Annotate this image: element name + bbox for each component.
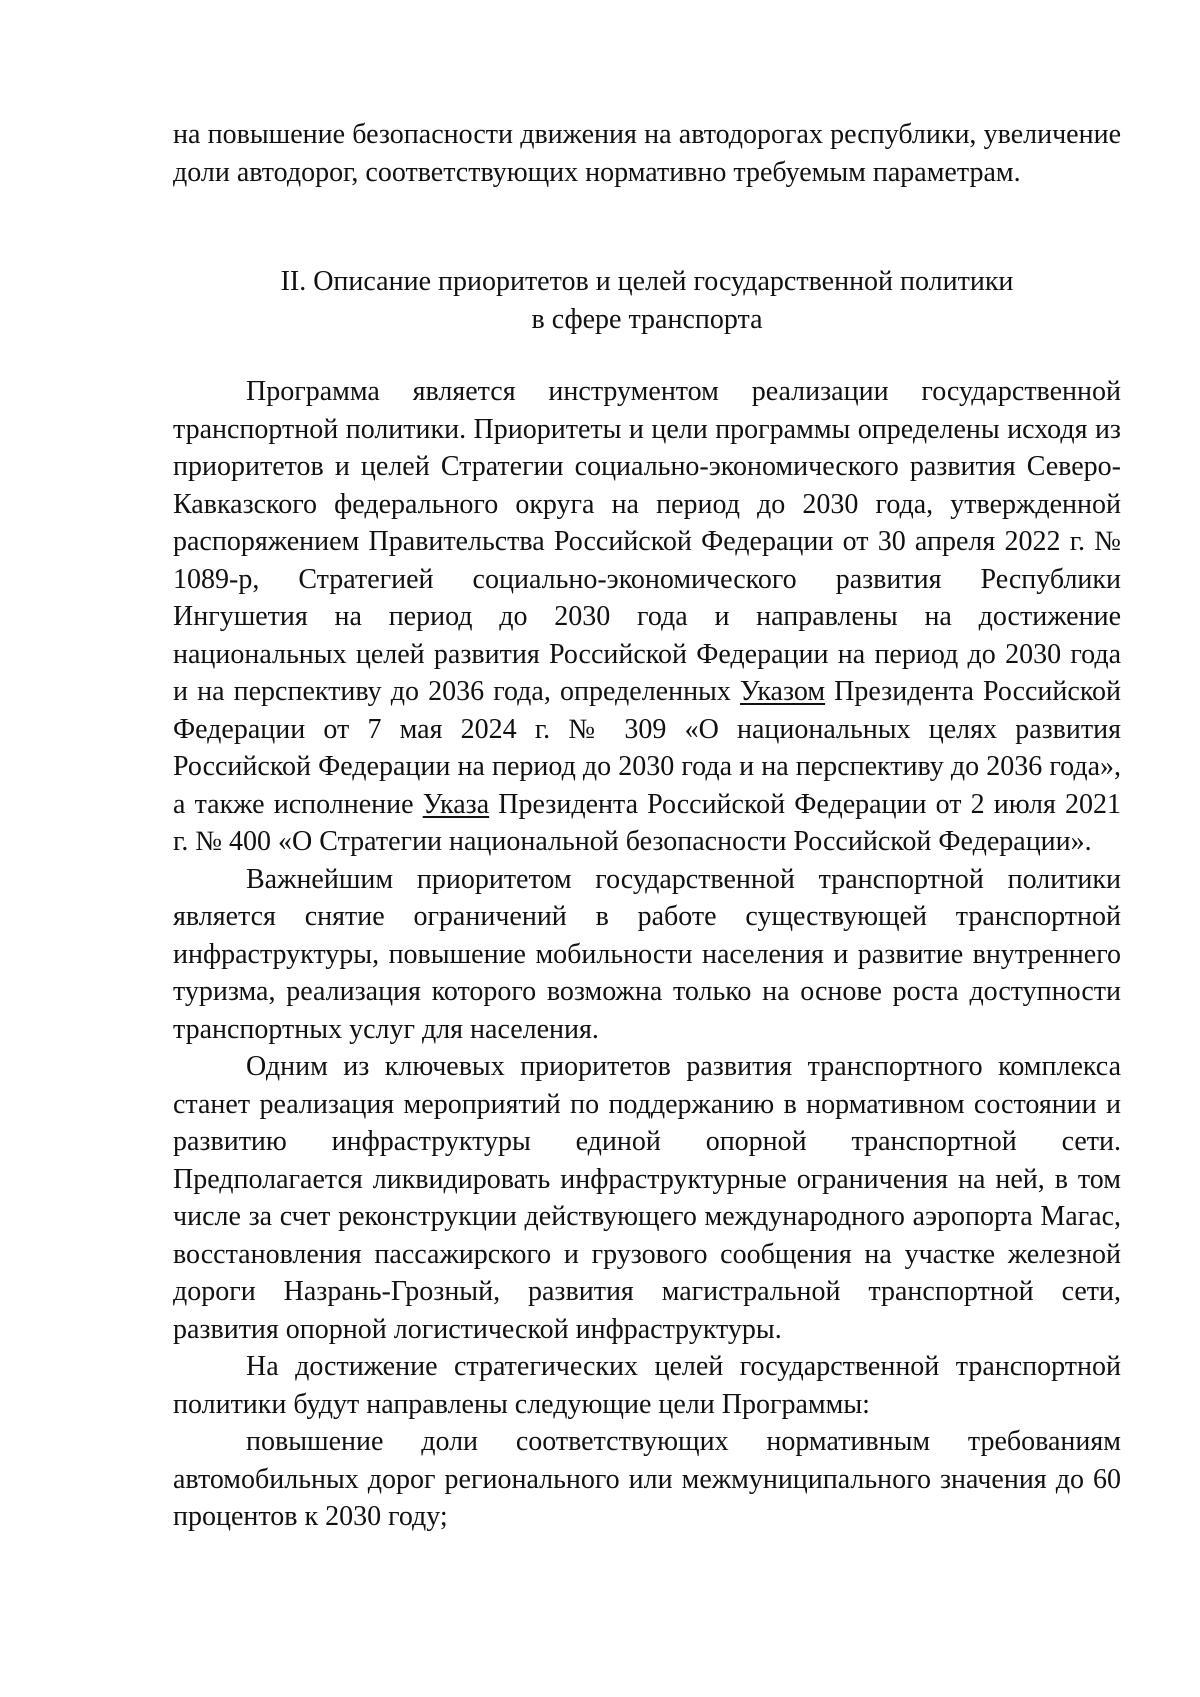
paragraph-key-priorities: Одним из ключевых приоритетов развития транспортного комплекса станет реализация мероприятий по поддержанию в нормативном состоянии и развитию инфраструктуры единой опорной транспортной сети. Предполагается ликвидировать инфраструктурные ограничения на ней, в том числе за счет реконструкции действующего международного аэропорта Магас, восстановления пассажирского и грузового сообщения на участке железной дороги Назрань-Грозный, развития магистральной транспортной сети, развития опорной логистической инфраструктуры.: [173, 1051, 1121, 1345]
section-heading: [173, 263, 1121, 339]
paragraph-goal-roads-share: повышение доли соответствующих нормативным требованиям автомобильных дорог регионального или межмуниципального значения до 60 процентов к 2030 году;: [173, 1426, 1121, 1532]
paragraph-program-goals-intro: На достижение стратегических целей государственной транспортной политики будут направлены следующие цели Программы:: [173, 1351, 1121, 1420]
paragraph1-part1: Программа является инструментом реализации государственной транспортной политики. Приоритеты и цели программы определены исходя из приоритетов и целей Стратегии социально-экономического развития Северо-Кавказского федерального округа на период до 2030 года, утвержденной распоряжением Правительства Российской Федерации от 30 апреля 2022 г. № 1089-р, Стратегией социально-экономического развития Республики Ингушетия на период до 2030 года и направлены на достижение национальных целей развития Российской Федерации на период до 2030 года и на перспективу до 2036 года, определенных: [173, 376, 1121, 707]
paragraph-program-priorities: [173, 373, 1121, 861]
paragraph-main-priority: Важнейшим приоритетом государственной транспортной политики является снятие ограничений в работе существующей транспортной инфраструктуры, повышение мобильности населения и развитие внутреннего туризма, реализация которого возможна только на основе роста доступности транспортных услуг для населения.: [173, 863, 1121, 1045]
intro-paragraph: [173, 116, 1121, 191]
section-body: [173, 373, 1121, 1536]
paragraph1-part3: Президента Российской Федерации от 2 июля 2021 г. № 400 «О Стратегии национальной безопасности Российской Федерации».: [173, 788, 1121, 857]
section-heading-line1: II. Описание приоритетов и целей государственной политики: [280, 266, 1014, 297]
intro-text: на повышение безопасности движения на автодорогах республики, увеличение доли автодорог, соответствующих нормативно требуемым параметрам.: [173, 119, 1121, 188]
paragraph1-part2: Президента Российской Федерации от 7 мая 2024 г. № 309 «О национальных целях развития Российской Федерации на период до 2030 года и на перспективу до 2036 года», а также исполнение: [173, 676, 1121, 820]
section-heading-line2: в сфере транспорта: [531, 304, 763, 335]
decree-link-2[interactable]: Указа: [422, 788, 490, 820]
decree-link-1[interactable]: Указом: [740, 676, 826, 707]
